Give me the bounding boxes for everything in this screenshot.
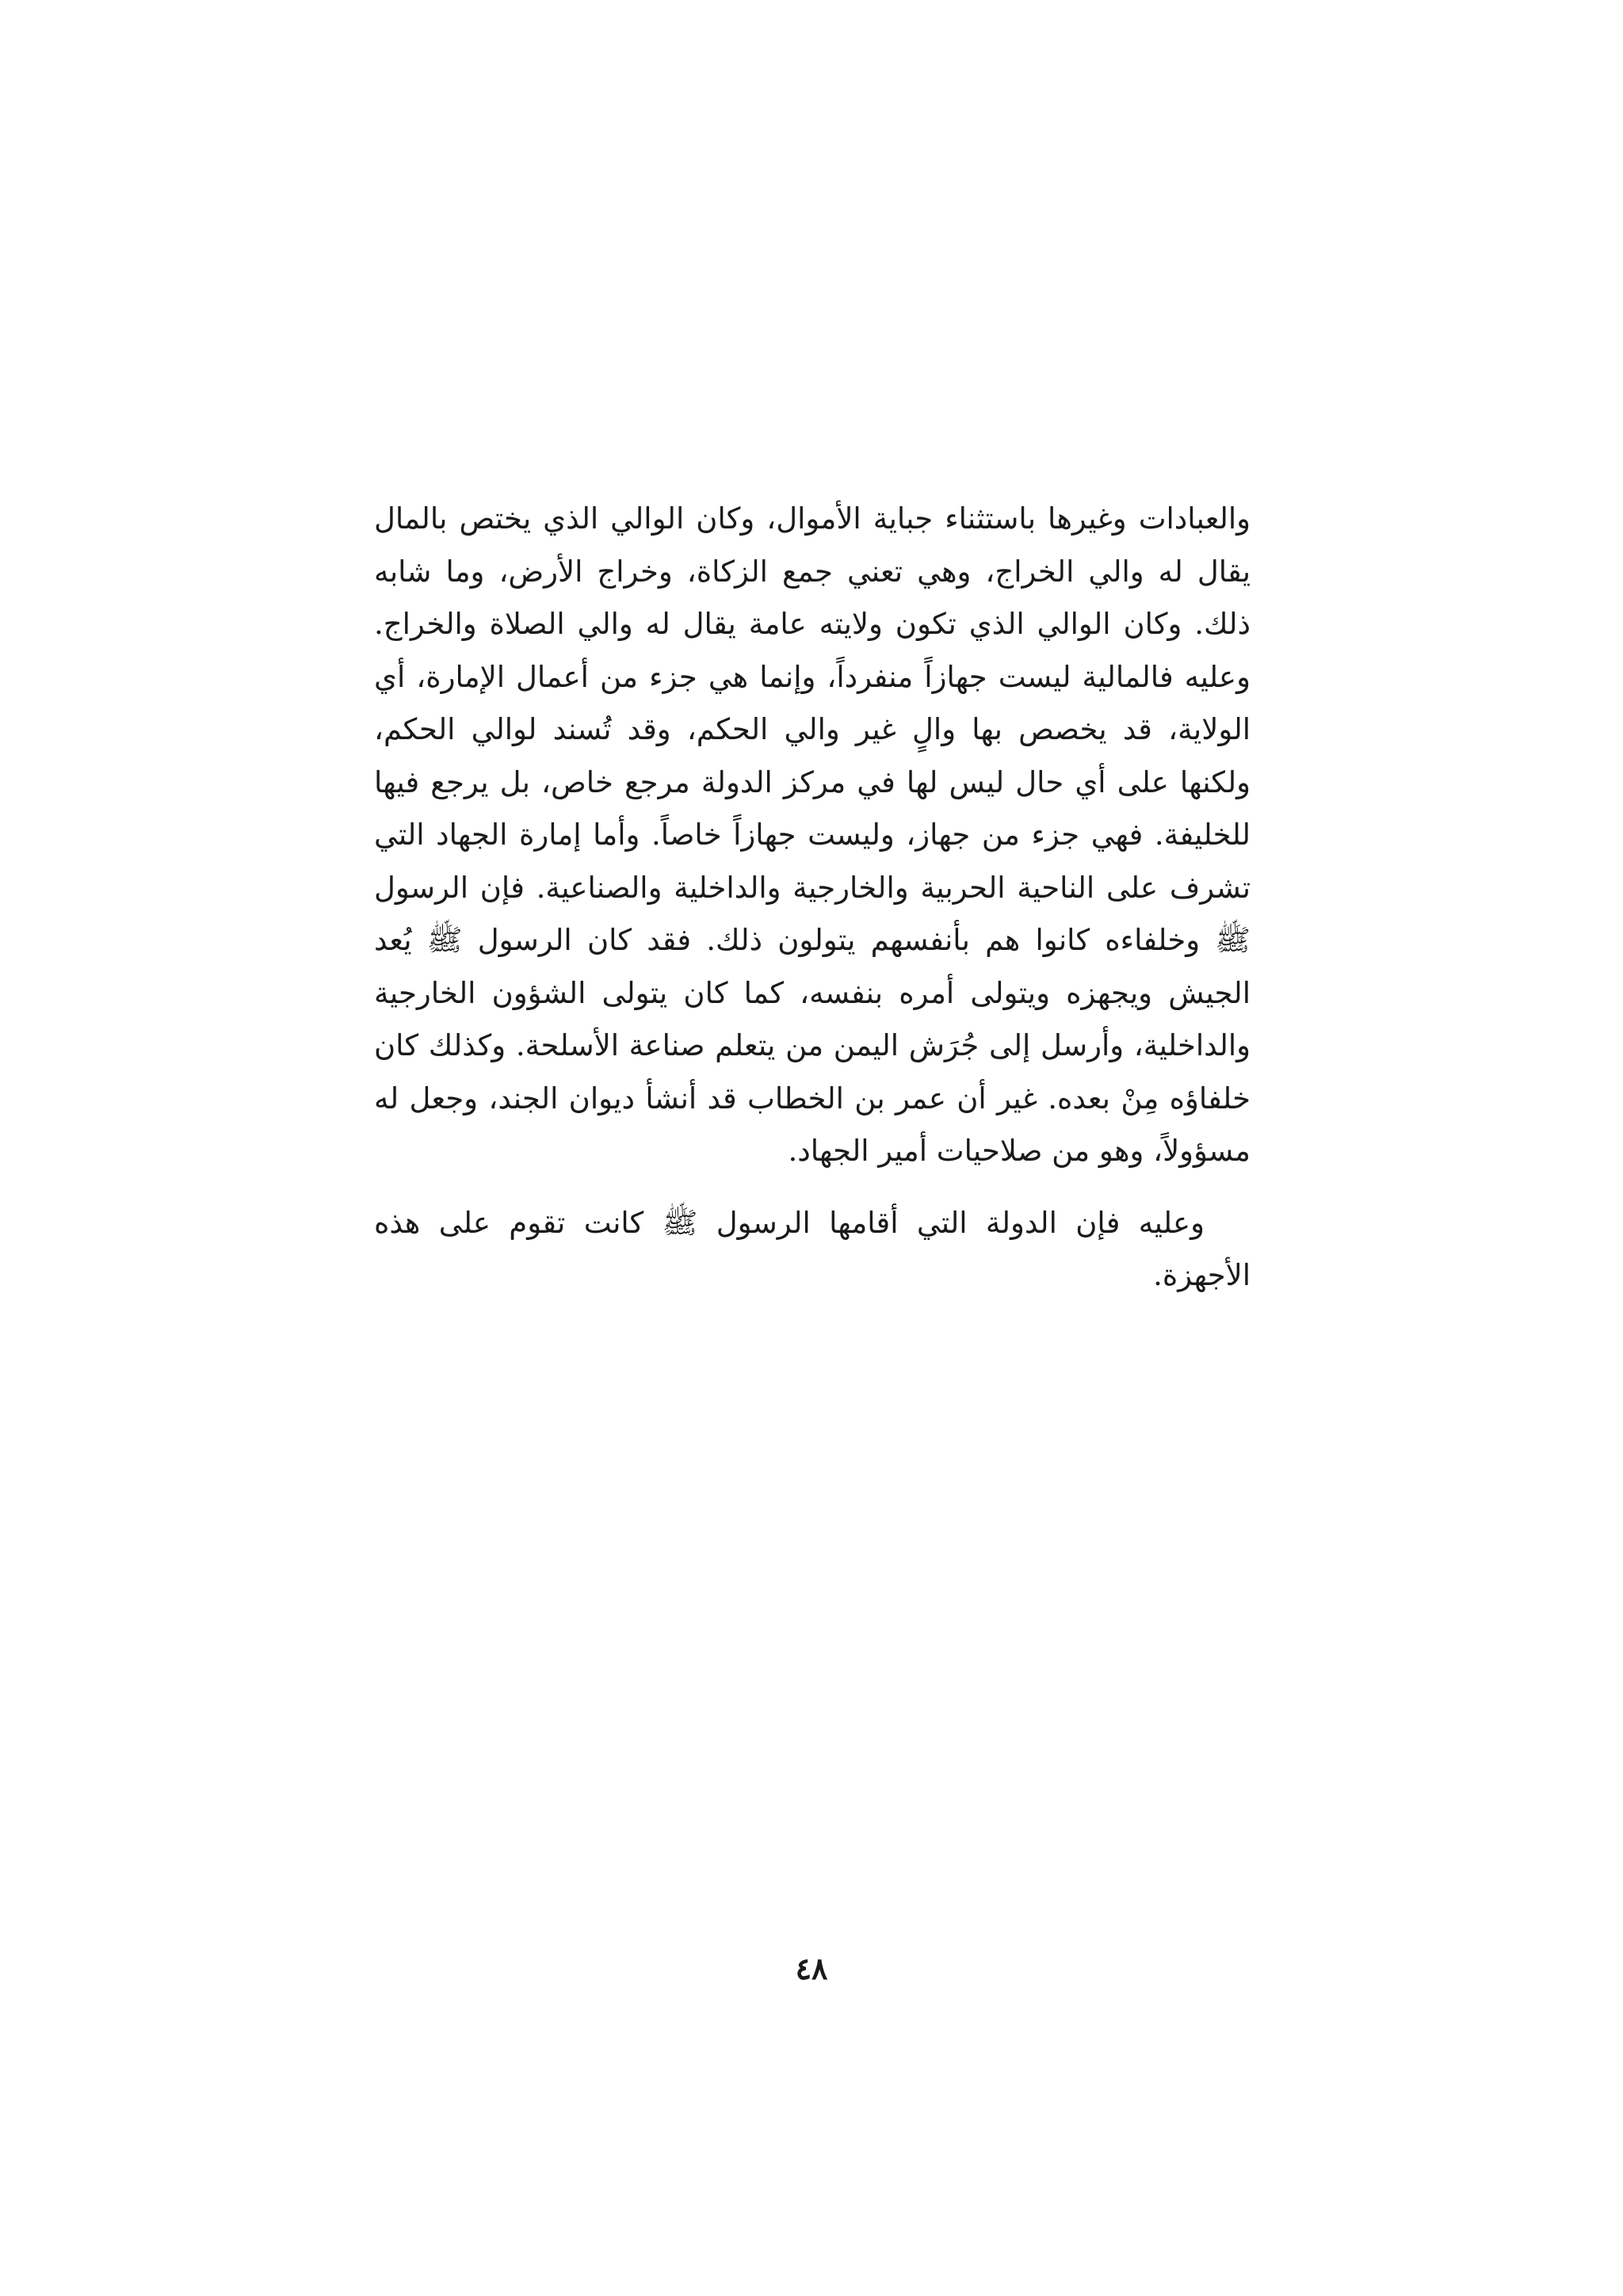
paragraph-2: وعليه فإن الدولة التي أقامها الرسول ﷺ كانت تقوم على هذه الأجهزة. [374,1205,1251,1292]
paragraph-1: والعبادات وغيرها باستثناء جباية الأموال، وكان الوالي الذي يختص بالمال يقال له والي الخراج، وهي تعني جمع الزكاة، وخراج الأرض، وما شابه ذلك. وكان الوالي الذي تكون ولايته عامة يقال له والي الصلاة والخراج. وعليه فالمالية ليست جهازاً منفرداً، وإنما هي جزء من أعمال الإمارة، أي الولاية، قد يخصص بها والٍ غير والي الحكم، وقد تُسند لوالي الحكم، ولكنها على أي حال ليس لها في مركز الدولة مرجع خاص، بل يرجع فيها للخليفة. فهي جزء من جهاز، وليست جهازاً خاصاً. وأما إمارة الجهاد التي تشرف على الناحية الحربية والخارجية والداخلية والصناعية. فإن الرسول ﷺ وخلفاءه كانوا هم بأنفسهم يتولون ذلك. فقد كان الرسول ﷺ يُعد الجيش ويجهزه ويتولى أمره بنفسه، كما كان يتولى الشؤون الخارجية والداخلية، وأرسل إلى جُرَش اليمن من يتعلم صناعة الأسلحة. وكذلك كان خلفاؤه مِنْ بعده. غير أن عمر بن الخطاب قد أنشأ ديوان الجند، وجعل له مسؤولاً، وهو من صلاحيات أمير الجهاد. [374,502,1251,1168]
page-number: ٤٨ [795,1951,828,1986]
body-text [374,493,1251,1302]
